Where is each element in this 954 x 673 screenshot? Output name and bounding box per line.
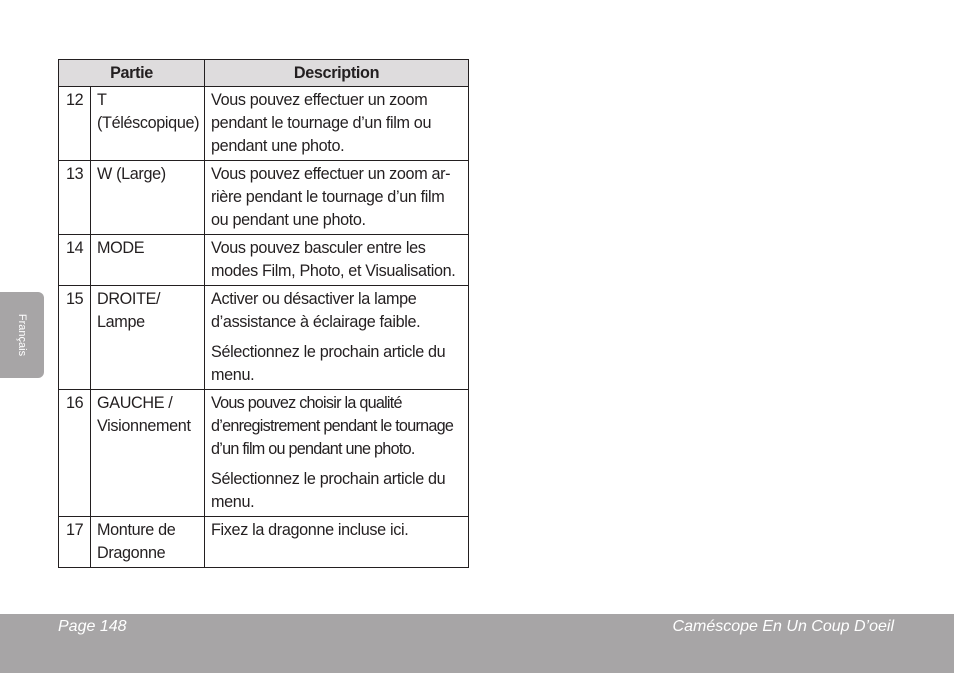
row-part: Monture de Dragonne	[91, 517, 205, 568]
table-row	[59, 517, 469, 568]
row-number: 15	[59, 286, 91, 390]
description-paragraph: Sélectionnez le prochain article du menu.	[211, 343, 446, 384]
language-tab	[0, 292, 44, 378]
row-part: MODE	[91, 235, 205, 286]
header-description: Description	[205, 60, 469, 87]
table-row	[59, 235, 469, 286]
row-part: W (Large)	[91, 161, 205, 235]
row-description	[205, 161, 469, 235]
description-paragraph: Vous pouvez basculer entre les modes Film, Photo, et Visualisation.	[211, 239, 456, 280]
table-row	[59, 87, 469, 161]
chapter-title: Caméscope En Un Coup D’oeil	[672, 618, 894, 635]
header-partie: Partie	[59, 60, 205, 87]
table-row	[59, 161, 469, 235]
row-description	[205, 517, 469, 568]
row-part: GAUCHE / Visionnement	[91, 390, 205, 517]
row-description	[205, 286, 469, 390]
page-number: Page 148	[58, 618, 127, 635]
row-description	[205, 390, 469, 517]
parts-table	[58, 59, 469, 568]
description-paragraph: Vous pouvez effectuer un zoom pendant le tournage d’un film ou pendant une photo.	[211, 91, 432, 155]
row-part: T (Téléscopique)	[91, 87, 205, 161]
table-row	[59, 390, 469, 517]
description-paragraph: Fixez la dragonne incluse ici.	[211, 521, 409, 539]
description-paragraph: Activer ou désactiver la lampe d’assistance à éclairage faible.	[211, 290, 421, 331]
language-tab-label: Français	[16, 313, 28, 357]
page-footer	[0, 614, 954, 673]
table-row	[59, 286, 469, 390]
row-part: DROITE/ Lampe	[91, 286, 205, 390]
table-header-row	[59, 60, 469, 87]
row-number: 14	[59, 235, 91, 286]
row-number: 12	[59, 87, 91, 161]
row-number: 17	[59, 517, 91, 568]
description-paragraph: Vous pouvez effectuer un zoom ar-rière pendant le tournage d’un film ou pendant une photo.	[211, 165, 451, 229]
description-paragraph: Vous pouvez choisir la qualité d’enregistrement pendant le tournage d’un film ou pendant une photo.	[211, 394, 454, 458]
row-number: 13	[59, 161, 91, 235]
description-paragraph: Sélectionnez le prochain article du menu.	[211, 470, 446, 511]
row-description	[205, 87, 469, 161]
row-description	[205, 235, 469, 286]
row-number: 16	[59, 390, 91, 517]
